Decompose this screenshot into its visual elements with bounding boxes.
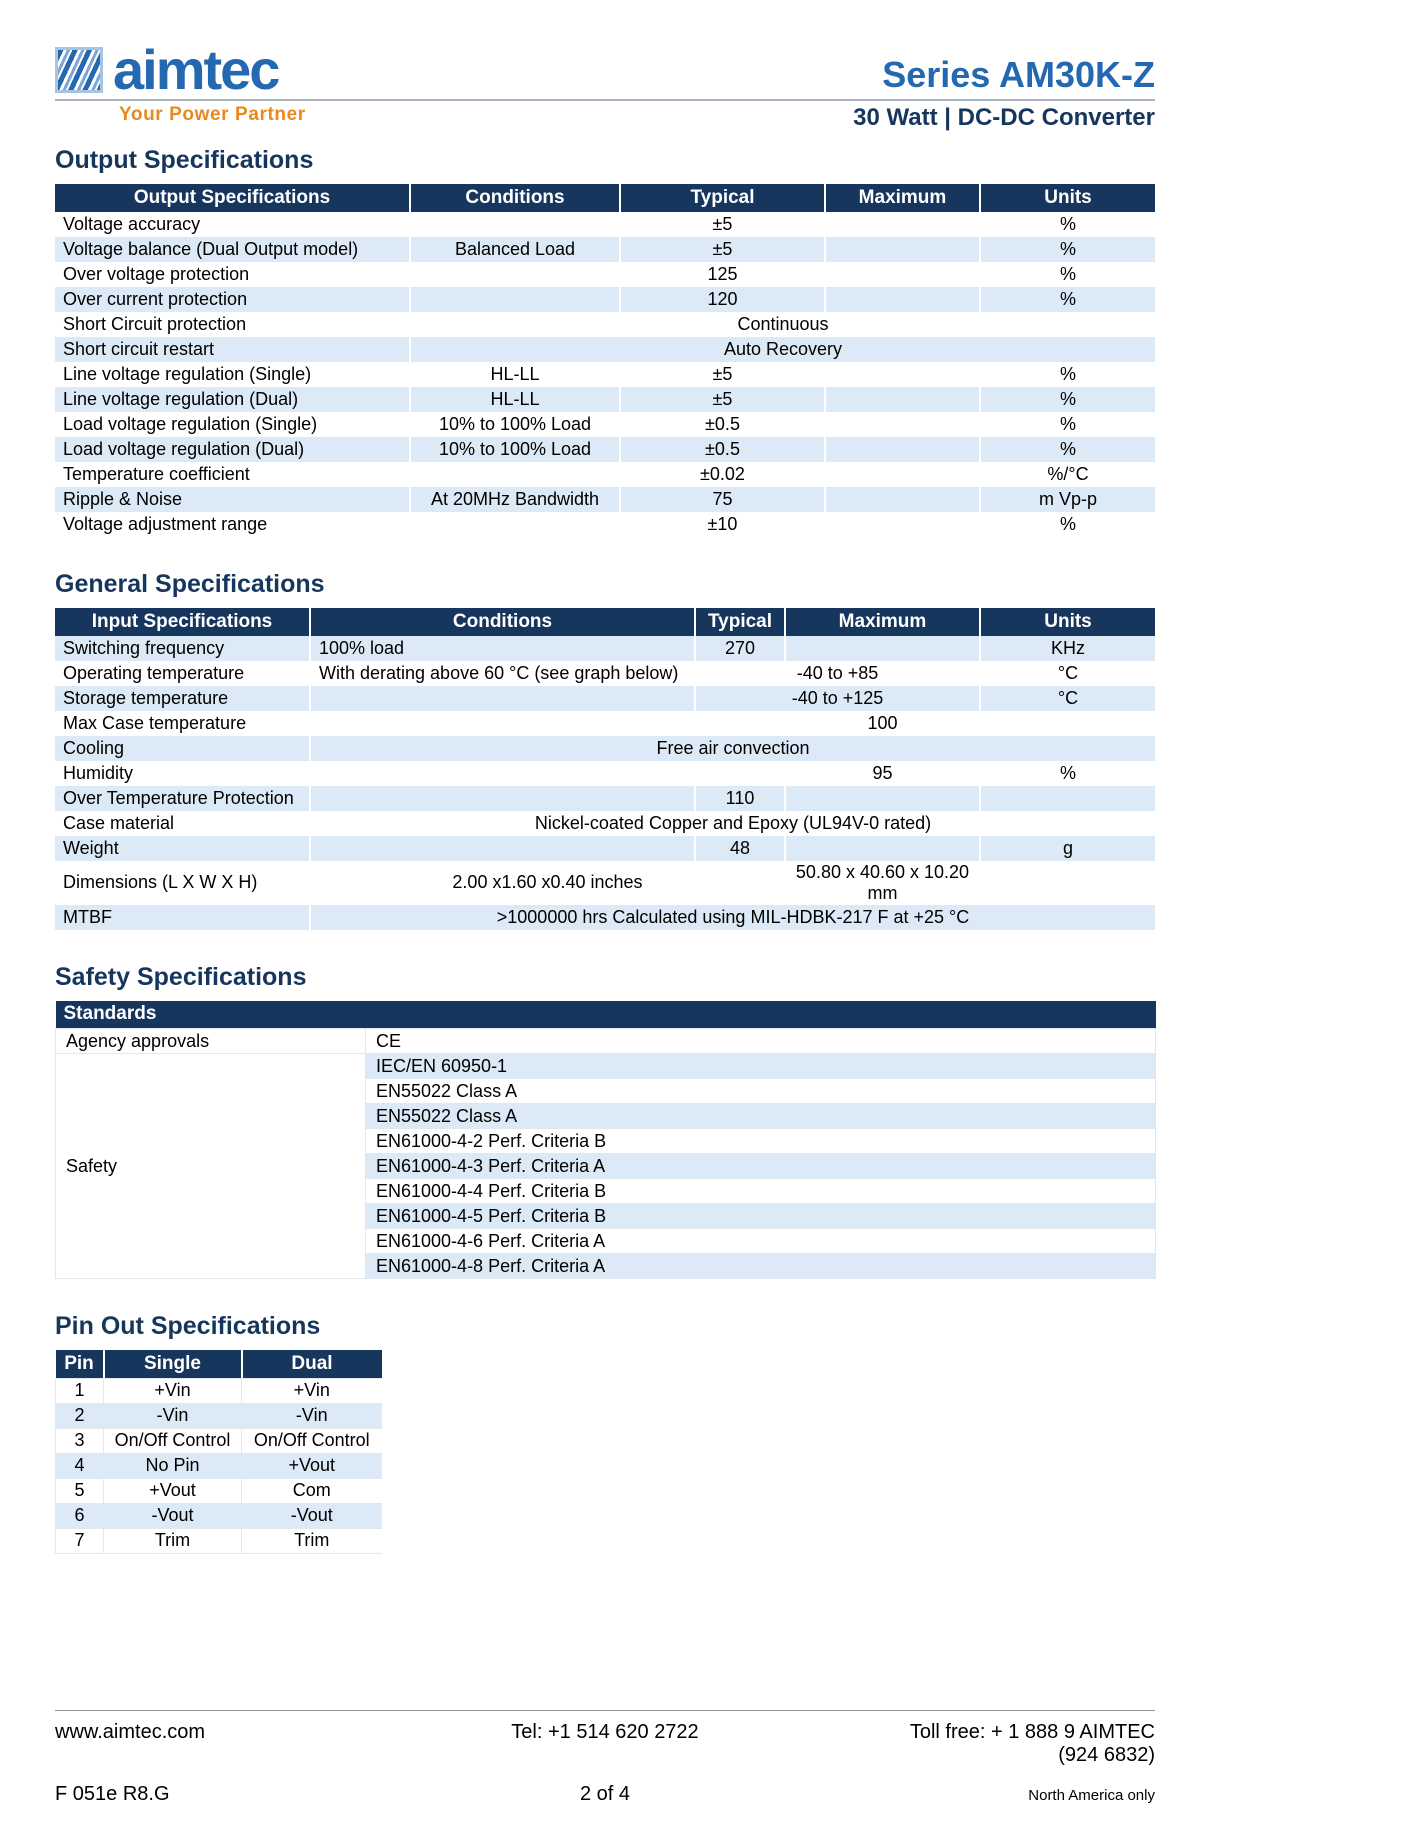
table-cell: HL-LL [410,387,620,412]
table-row [55,287,1155,312]
table-cell [310,686,695,711]
table-cell [695,711,785,736]
safety-standard: EN61000-4-8 Perf. Criteria A [366,1254,1156,1279]
table-cell [825,462,980,487]
table-row [55,362,1155,387]
col-header-single: Single [104,1350,242,1378]
table-cell [825,212,980,237]
table-cell [785,836,980,861]
footer-tollfree: Toll free: + 1 888 9 AIMTEC [909,1721,1155,1743]
table-cell: 6 [56,1503,104,1528]
table-cell: % [1059,762,1076,783]
safety-standard: IEC/EN 60950-1 [366,1054,1156,1079]
table-cell: 125 [620,262,825,287]
table-row [55,337,1155,362]
table-cell: -Vout [104,1503,242,1528]
table-cell: Ripple & Noise [55,487,410,512]
table-header-row [55,184,1155,212]
table-cell: Line voltage regulation (Single) [55,362,410,387]
table-cell: On/Off Control [104,1428,242,1453]
table-cell: Temperature coefficient [55,462,410,487]
table-cell [980,861,1155,905]
pin-out-table [55,1350,382,1554]
table-cell: % [1059,363,1076,384]
table-cell [310,711,695,736]
table-cell: HL-LL [410,362,620,387]
table-cell: % [1059,513,1076,534]
table-cell [825,362,980,387]
section-title-safety-specifications: Safety Specifications [55,962,307,991]
footer-phone: Tel: +1 514 620 2722 [511,1721,699,1743]
page-footer [55,1710,1155,1806]
table-cell [310,836,695,861]
col-header-conditions: Conditions [410,184,620,212]
table-row [56,1403,382,1428]
table-row [56,1528,382,1553]
table-cell: 50.80 x 40.60 x 10.20 mm [785,861,980,905]
col-header-maximum: Maximum [825,184,980,212]
table-cell: 110 [695,786,785,811]
col-header-input-specifications: Input Specifications [55,608,310,636]
safety-standard: EN55022 Class A [366,1079,1156,1104]
table-cell: >1000000 hrs Calculated using MIL-HDBK-217 F at +25 °C [310,905,1155,930]
table-row [55,711,1155,736]
table-cell: 100 [785,711,980,736]
table-row [55,786,1155,811]
table-row [55,761,1155,786]
col-header-output-specifications: Output Specifications [55,184,410,212]
table-cell: ±5 [620,387,825,412]
table-cell: +Vin [242,1378,382,1403]
table-cell: 95 [785,761,980,786]
footer-region-note: North America only [1028,1787,1155,1804]
table-cell: ±5 [620,362,825,387]
table-cell: 2.00 x1.60 x0.40 inches [310,861,785,905]
table-cell: +Vout [104,1478,242,1503]
table-cell: +Vin [104,1378,242,1403]
table-cell [825,437,980,462]
table-row [55,512,1155,537]
col-header-units: Units [980,184,1155,212]
table-cell: Short circuit restart [55,337,410,362]
table-cell: Humidity [55,761,310,786]
table-cell: Load voltage regulation (Dual) [55,437,410,462]
general-specifications-table [55,608,1155,930]
col-header-units: Units [980,608,1155,636]
safety-standard: EN61000-4-2 Perf. Criteria B [366,1129,1156,1154]
table-cell [410,462,620,487]
table-cell: 75 [620,487,825,512]
table-cell: Short Circuit protection [55,312,410,337]
table-cell: % [1059,263,1076,284]
table-cell: 48 [695,836,785,861]
table-row [56,1453,382,1478]
table-cell: ±5 [620,212,825,237]
footer-page-number: 2 of 4 [579,1783,631,1805]
section-title-output-specifications: Output Specifications [55,145,314,174]
table-cell: 10% to 100% Load [410,412,620,437]
safety-standard: EN55022 Class A [366,1104,1156,1129]
table-row [56,1054,1156,1079]
table-cell: No Pin [104,1453,242,1478]
table-cell [410,262,620,287]
table-cell: Over current protection [55,287,410,312]
col-header-typical: Typical [695,608,785,636]
table-cell: Voltage accuracy [55,212,410,237]
table-cell: g [980,836,1155,861]
table-cell: ±0.5 [620,437,825,462]
table-cell [825,262,980,287]
table-row [55,387,1155,412]
table-cell: Trim [242,1528,382,1553]
table-cell: Free air convection [310,736,1155,761]
table-cell: 3 [56,1428,104,1453]
table-cell: Nickel-coated Copper and Epoxy (UL94V-0 rated) [534,812,932,833]
table-cell: 10% to 100% Load [410,437,620,462]
table-row [56,1478,382,1503]
table-row [56,1029,1156,1054]
table-cell [980,711,1155,736]
table-row [55,312,1155,337]
section-title-pin-out-specifications: Pin Out Specifications [55,1312,321,1341]
footer-website: www.aimtec.com [55,1721,206,1743]
table-cell: MTBF [55,905,310,930]
table-cell: Over voltage protection [55,262,410,287]
table-row [55,836,1155,861]
table-cell: -Vin [242,1403,382,1428]
table-cell: At 20MHz Bandwidth [410,487,620,512]
table-cell: ±0.02 [620,462,825,487]
table-row [55,487,1155,512]
table-row [55,412,1155,437]
table-row [55,262,1155,287]
table-cell [785,636,980,661]
table-cell [410,512,620,537]
table-cell: % [980,387,1155,412]
col-header-typical: Typical [620,184,825,212]
col-header-maximum: Maximum [785,608,980,636]
table-cell [825,237,980,262]
col-header-pin: Pin [56,1350,104,1378]
table-row [55,237,1155,262]
safety-label: Safety [56,1054,366,1279]
safety-specifications-table [55,1001,1156,1280]
table-cell [785,786,980,811]
safety-standard: EN61000-4-5 Perf. Criteria B [366,1204,1156,1229]
col-header-dual: Dual [242,1350,382,1378]
table-header-row [56,1350,382,1378]
table-cell: %/°C [1047,463,1089,484]
table-cell: 1 [56,1378,104,1403]
table-cell: 100% load [310,636,695,661]
safety-standard: EN61000-4-4 Perf. Criteria B [366,1179,1156,1204]
table-cell: Over Temperature Protection [55,786,310,811]
table-cell: % [980,437,1155,462]
table-row [55,811,1155,836]
table-cell: ±0.5 [620,412,825,437]
table-cell: Case material [55,811,310,836]
table-cell: % [1059,413,1076,434]
page-header [55,38,1155,132]
aimtec-logo-text: aimtec [113,38,279,101]
table-cell: % [1059,213,1076,234]
product-subtitle: 30 Watt | DC-DC Converter [853,103,1155,131]
table-cell [980,786,1155,811]
table-cell: On/Off Control [242,1428,382,1453]
table-cell: Auto Recovery [410,337,1155,362]
table-row [56,1378,382,1403]
table-cell: Operating temperature [55,661,310,686]
table-cell: °C [980,686,1155,711]
table-cell [825,287,980,312]
aimtec-logo [55,38,279,101]
table-cell: KHz [980,636,1155,661]
table-cell: Com [242,1478,382,1503]
table-cell: Max Case temperature [55,711,310,736]
table-row [55,636,1155,661]
aimtec-logo-icon [55,47,103,93]
section-title-general-specifications: General Specifications [55,569,325,598]
table-cell: Line voltage regulation (Dual) [55,387,410,412]
table-cell [825,387,980,412]
table-cell [825,512,980,537]
table-cell [310,786,695,811]
table-cell: With derating above 60 °C (see graph below) [310,661,695,686]
table-cell: Storage temperature [55,686,310,711]
table-cell: Balanced Load [410,237,620,262]
table-cell: -Vin [104,1403,242,1428]
table-cell: -Vout [242,1503,382,1528]
table-cell: ±10 [620,512,825,537]
table-header-row [56,1001,1156,1029]
table-cell: 120 [620,287,825,312]
table-row [55,736,1155,761]
table-cell: Dimensions (L X W X H) [55,861,310,905]
table-cell: 7 [56,1528,104,1553]
table-cell: Voltage adjustment range [55,512,410,537]
footer-tollfree-number: (924 6832) [1058,1744,1155,1766]
table-header-row [55,608,1155,636]
table-row [56,1503,382,1528]
table-row [55,462,1155,487]
table-cell: Load voltage regulation (Single) [55,412,410,437]
table-cell: Switching frequency [55,636,310,661]
safety-standard: EN61000-4-3 Perf. Criteria A [366,1154,1156,1179]
col-header-conditions: Conditions [310,608,695,636]
brand-tagline: Your Power Partner [119,103,306,125]
table-cell [825,487,980,512]
safety-standard: EN61000-4-6 Perf. Criteria A [366,1229,1156,1254]
table-cell: -40 to +85 [695,661,980,686]
table-cell [310,761,695,786]
table-cell: Trim [104,1528,242,1553]
table-cell: -40 to +125 [695,686,980,711]
table-cell: ±5 [620,237,825,262]
table-cell: 4 [56,1453,104,1478]
table-cell: 5 [56,1478,104,1503]
table-cell: m Vp-p [980,487,1155,512]
series-title: Series AM30K-Z [882,53,1155,95]
table-row [55,905,1155,930]
footer-doc-ref: F 051e R8.G [55,1783,170,1805]
table-cell: % [980,287,1155,312]
table-cell [410,287,620,312]
table-cell [695,761,785,786]
table-row [55,437,1155,462]
agency-approvals-label: Agency approvals [56,1029,366,1054]
table-row [55,686,1155,711]
table-row [55,212,1155,237]
table-cell: Weight [55,836,310,861]
table-cell: 270 [695,636,785,661]
table-cell [825,412,980,437]
table-cell: Voltage balance (Dual Output model) [55,237,410,262]
standards-header: Standards [56,1001,1156,1029]
table-cell: Cooling [55,736,310,761]
table-cell: 2 [56,1403,104,1428]
table-row [55,661,1155,686]
table-row [56,1428,382,1453]
output-specifications-table [55,184,1155,537]
table-cell: % [980,237,1155,262]
table-cell: +Vout [242,1453,382,1478]
table-cell [410,212,620,237]
table-row [55,861,1155,905]
agency-approvals-value: CE [366,1029,1156,1054]
table-cell: Continuous [737,313,829,334]
table-cell: °C [1057,662,1079,683]
